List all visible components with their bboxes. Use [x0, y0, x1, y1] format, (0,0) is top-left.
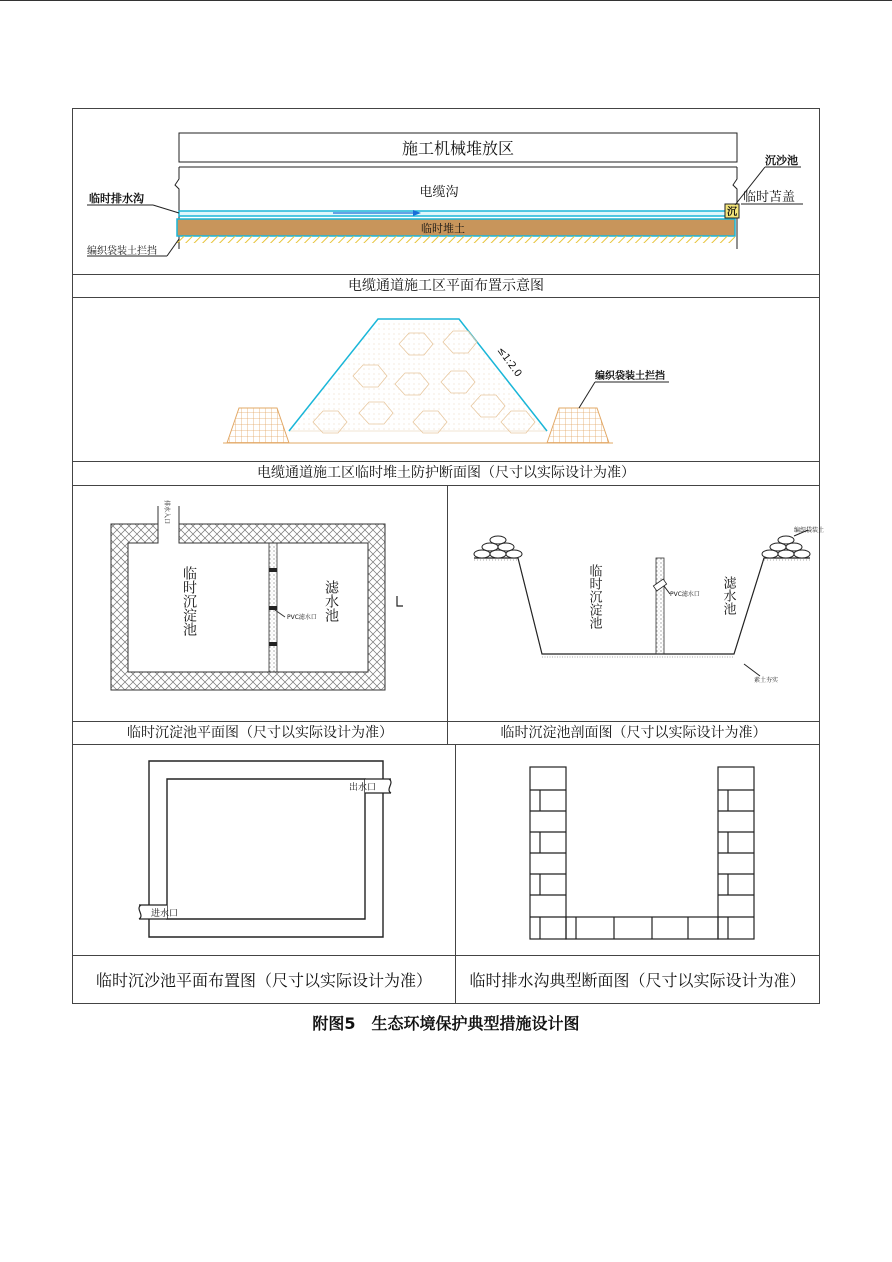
panel1-drawing	[73, 109, 819, 274]
slope-ratio-label: ≤1:2.0	[494, 345, 524, 380]
panel3-caption: 临时沉淀池平面图（尺寸以实际设计为准）	[127, 724, 393, 741]
panel5-drawing	[73, 745, 455, 955]
panel6-drawing	[456, 745, 820, 955]
right-bag-barrier	[547, 408, 609, 443]
pipe-label: PVC滤水口	[287, 614, 317, 621]
panel5-caption: 临时沉沙池平面布置图（尺寸以实际设计为准）	[95, 970, 432, 990]
sand-pool-marker-text: 沉	[727, 207, 737, 218]
figure-sheet	[72, 108, 825, 1004]
sand-pool-outline	[149, 761, 383, 937]
pipe-label-2: PVC滤水口	[670, 591, 700, 598]
soil-pile-label: 临时堆土	[421, 222, 465, 235]
woven-bag-barrier	[177, 236, 735, 243]
machinery-zone-label: 施工机械堆放区	[401, 139, 515, 158]
panel2-caption: 电缆通道施工区临时堆土防护断面图（尺寸以实际设计为准）	[257, 465, 635, 481]
left-bag-barrier	[227, 408, 289, 443]
right-sandbag-stack	[762, 536, 810, 558]
panel6-caption: 临时排水沟典型断面图（尺寸以实际设计为准）	[469, 970, 806, 990]
panel4-caption: 临时沉淀池剖面图（尺寸以实际设计为准）	[500, 724, 767, 741]
left-sandbag-stack	[474, 536, 522, 558]
page-top-rule	[0, 0, 892, 1]
base-label: 素土夯实	[754, 677, 779, 684]
settling-pond-label-2: 临时沉淀池	[586, 564, 602, 629]
pond-section-outline	[474, 558, 810, 654]
inlet-label: 排水入口	[163, 500, 170, 525]
panel1-caption: 电缆通道施工区平面布置示意图	[348, 277, 544, 294]
settling-pond-label: 临时沉淀池	[181, 566, 197, 636]
inlet-label-2: 进水口	[151, 909, 179, 919]
cable-trench-label: 电缆沟	[419, 185, 459, 200]
panel3-drawing	[73, 486, 447, 721]
figure-title: 附图5 生态环境保护典型措施设计图	[312, 1014, 580, 1033]
outlet-label: 出水口	[349, 783, 377, 793]
sand-pool-label: 沉沙池	[765, 154, 798, 167]
filter-pond-label: 滤水池	[323, 580, 339, 622]
drain-ditch	[179, 211, 735, 216]
ditch-brick-walls	[530, 767, 754, 939]
cover-label: 临时苫盖	[743, 190, 796, 205]
filter-pond-label-2: 滤水池	[720, 576, 736, 615]
drain-ditch-label: 临时排水沟	[89, 192, 144, 205]
bag-barrier-label: 编织袋装土拦挡	[87, 246, 157, 257]
sandbag-label: 编织袋装土	[794, 527, 825, 534]
settling-pond-walls	[111, 524, 385, 690]
panel4-drawing	[448, 486, 825, 721]
bag-barrier-label-2: 编织袋装土拦挡	[595, 371, 665, 382]
filter-wall	[656, 558, 664, 654]
panel2-drawing	[73, 298, 819, 461]
